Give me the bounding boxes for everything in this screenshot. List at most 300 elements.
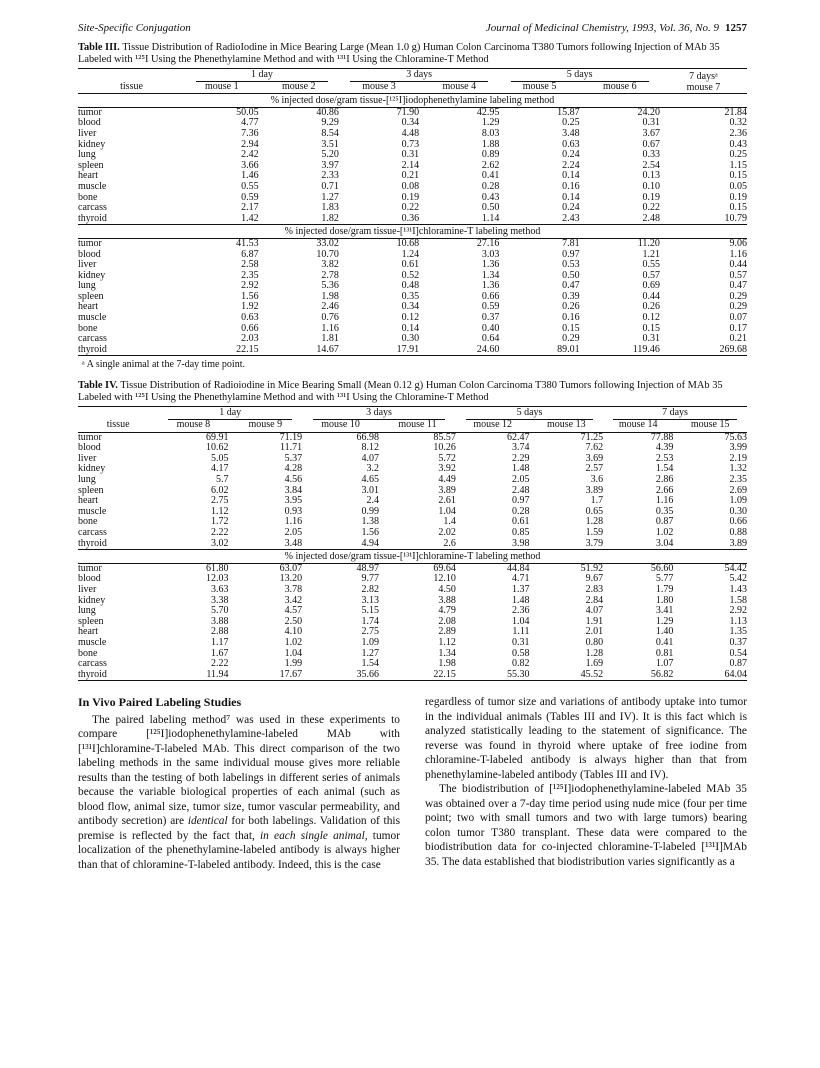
value-cell: 21.84: [724, 106, 747, 118]
value-cell: 0.36: [339, 214, 419, 225]
value-cell: 0.87: [655, 516, 674, 528]
value-cell: 0.88: [729, 526, 747, 538]
value-cell: 9.06: [729, 237, 747, 249]
value-cell: 2.33: [321, 170, 339, 182]
table-row: [78, 238, 747, 249]
value-cell: 7.62: [585, 442, 604, 454]
table3-group-5days: 5 days: [511, 70, 649, 82]
table4-group-5days: 5 days: [466, 408, 593, 420]
value-cell: 0.25: [562, 117, 580, 129]
tissue-cell: carcass: [78, 526, 107, 538]
value-cell: 0.33: [642, 149, 660, 161]
value-cell: 0.40: [481, 322, 500, 334]
value-cell: 1.42: [185, 214, 259, 225]
value-cell: 5.70: [211, 605, 229, 617]
tissue-cell: bone: [78, 647, 98, 659]
value-cell: 24.20: [637, 106, 660, 118]
table-row: [78, 606, 747, 617]
value-cell: 1.12: [211, 505, 229, 517]
tissue-cell: liver: [78, 259, 97, 271]
value-cell: 1.37: [512, 583, 530, 595]
value-cell: 11.71: [279, 442, 303, 454]
tissue-cell: heart: [78, 301, 98, 313]
value-cell: 0.55: [241, 180, 259, 192]
value-cell: 12.03: [206, 573, 229, 585]
value-cell: 9.29: [321, 117, 339, 129]
value-cell: 1.7: [590, 495, 604, 507]
value-cell: 3.98: [456, 539, 530, 550]
value-cell: 1.74: [361, 615, 379, 627]
table4-col-tissue: tissue: [78, 420, 158, 432]
tissue-cell: carcass: [78, 202, 107, 214]
value-cell: 1.32: [729, 463, 747, 475]
table4-group-3days: 3 days: [313, 408, 445, 420]
value-cell: 5.20: [321, 149, 339, 161]
value-cell: 1.56: [361, 526, 379, 538]
tissue-cell: spleen: [78, 290, 104, 302]
tissue-cell: spleen: [78, 484, 104, 496]
value-cell: 2.4: [366, 495, 379, 507]
value-cell: 0.71: [321, 180, 339, 192]
value-cell: 0.66: [481, 290, 500, 302]
value-cell: 1.16: [729, 248, 747, 260]
value-cell: 3.48: [229, 539, 303, 550]
value-cell: 10.79: [660, 214, 747, 225]
value-cell: 66.98: [356, 431, 379, 443]
value-cell: 0.43: [481, 191, 500, 203]
value-cell: 1.17: [211, 636, 229, 648]
value-cell: 3.78: [284, 583, 303, 595]
tissue-cell: carcass: [78, 658, 107, 670]
section-heading: In Vivo Paired Labeling Studies: [78, 695, 242, 710]
value-cell: 2.22: [211, 658, 229, 670]
value-cell: 61.80: [206, 562, 229, 574]
table-row: [78, 214, 747, 225]
value-cell: 56.60: [650, 562, 674, 574]
value-cell: 0.34: [401, 301, 420, 313]
table4-group-7days: 7 days: [613, 408, 737, 420]
table4-col-mouse14: mouse 14: [603, 420, 673, 432]
value-cell: 1.82: [259, 214, 339, 225]
right-paragraph-1: regardless of tumor size and variations of antibody uptake into tumor in the individual animals (Tables III and IV). It is this fact which is analyzed statistically leading to the statement of significance. The reverse was found in thyroid where uptake of free iodine from chloramine-T-labeled antibody is always higher than that from phenethylamine-labeled antibody (Tables III and IV).: [425, 696, 747, 781]
value-cell: 0.43: [729, 138, 747, 150]
value-cell: 0.39: [562, 290, 580, 302]
value-cell: 10.68: [396, 237, 420, 249]
value-cell: 2.92: [241, 280, 259, 292]
value-cell: 3.69: [585, 452, 604, 464]
value-cell: 0.81: [655, 647, 674, 659]
table4-caption-text: Tissue Distribution of Radioiodine in Mice Bearing Small (Mean 0.12 g) Human Colon Carcinoma T380 Tumors following Injection of MAb 35 Labeled with ¹²⁵I Using the Phenethylamine Method and with ¹³¹I Using the Chloramine-T Method: [78, 380, 723, 404]
value-cell: 1.46: [241, 170, 259, 182]
table-row: [78, 563, 747, 574]
value-cell: 2.42: [241, 149, 259, 161]
table3-group-1day: 1 day: [196, 70, 328, 82]
tissue-cell: spleen: [78, 615, 104, 627]
value-cell: 2.75: [361, 626, 379, 638]
value-cell: 1.09: [729, 495, 747, 507]
value-cell: 4.10: [284, 626, 303, 638]
value-cell: 3.38: [211, 594, 229, 606]
table3-col-mouse2: mouse 2: [259, 82, 339, 94]
value-cell: 0.63: [562, 138, 580, 150]
value-cell: 2.83: [585, 583, 604, 595]
value-cell: 0.57: [729, 269, 747, 281]
tissue-cell: muscle: [78, 312, 107, 324]
table-row: [78, 475, 747, 486]
value-cell: 50.05: [236, 106, 259, 118]
value-cell: 4.94: [302, 539, 379, 550]
table3-section2-label: % injected dose/gram tissue-[¹³¹I]chloramine-T labeling method: [78, 225, 747, 239]
tissue-cell: thyroid: [78, 345, 185, 356]
value-cell: 0.50: [481, 202, 500, 214]
table4-col-mouse15: mouse 15: [673, 420, 747, 432]
table-row: [78, 539, 747, 550]
value-cell: 63.07: [279, 562, 303, 574]
table3-group-row: [78, 69, 747, 82]
value-cell: 3.95: [284, 495, 303, 507]
value-cell: 3.89: [438, 484, 456, 496]
value-cell: 0.35: [655, 505, 674, 517]
value-cell: 7.36: [241, 127, 259, 139]
value-cell: 0.07: [729, 312, 747, 324]
table-row: [78, 507, 747, 518]
value-cell: 0.29: [729, 301, 747, 313]
value-cell: 5.42: [729, 573, 747, 585]
value-cell: 0.37: [481, 312, 500, 324]
value-cell: 5.36: [321, 280, 339, 292]
value-cell: 1.13: [729, 615, 747, 627]
tissue-cell: heart: [78, 170, 98, 182]
left-paragraph: [78, 713, 400, 873]
value-cell: 2.50: [284, 615, 303, 627]
value-cell: 0.31: [512, 636, 530, 648]
value-cell: 2.57: [585, 463, 604, 475]
table3-col-mouse7: mouse 7: [686, 81, 721, 93]
table4-section2-label: % injected dose/gram tissue-[¹³¹I]chloramine-T labeling method: [78, 550, 747, 564]
table3-group-7days: 7 daysᵃ: [689, 71, 718, 82]
value-cell: 2.08: [438, 615, 456, 627]
value-cell: 1.58: [729, 594, 747, 606]
value-cell: 27.16: [476, 237, 500, 249]
value-cell: 1.16: [655, 495, 674, 507]
value-cell: 2.88: [211, 626, 229, 638]
value-cell: 3.84: [284, 484, 303, 496]
value-cell: 2.62: [481, 159, 500, 171]
tissue-cell: muscle: [78, 505, 107, 517]
table-row: [78, 464, 747, 475]
value-cell: 1.54: [361, 658, 379, 670]
value-cell: 0.24: [562, 149, 580, 161]
value-cell: 2.29: [512, 452, 530, 464]
tissue-cell: bone: [78, 516, 98, 528]
value-cell: 0.52: [401, 269, 420, 281]
table-row: [78, 345, 747, 356]
table3-header-row: [78, 82, 747, 94]
value-cell: 0.26: [642, 301, 660, 313]
tissue-cell: muscle: [78, 180, 107, 192]
table4-col-mouse12: mouse 12: [456, 420, 530, 432]
table4-label: Table IV.: [78, 380, 118, 392]
table3-group-7days-cell: [660, 69, 747, 94]
value-cell: 0.69: [642, 280, 660, 292]
table-row: [78, 454, 747, 465]
value-cell: 44.84: [507, 562, 530, 574]
value-cell: 0.63: [241, 312, 259, 324]
value-cell: 7.81: [562, 237, 580, 249]
tissue-cell: kidney: [78, 269, 106, 281]
value-cell: 0.26: [562, 301, 580, 313]
value-cell: 0.57: [642, 269, 660, 281]
table3-group-3days: 3 days: [350, 70, 488, 82]
value-cell: 3.63: [211, 583, 229, 595]
table3-col-mouse5: mouse 5: [499, 82, 579, 94]
tissue-cell: heart: [78, 495, 98, 507]
value-cell: 1.34: [481, 269, 500, 281]
value-cell: 1.4: [443, 516, 456, 528]
value-cell: 0.61: [512, 516, 530, 528]
value-cell: 22.15: [379, 670, 456, 681]
value-cell: 1.79: [655, 583, 674, 595]
value-cell: 2.75: [211, 495, 229, 507]
value-cell: 0.93: [284, 505, 303, 517]
value-cell: 0.14: [562, 170, 580, 182]
value-cell: 1.48: [512, 463, 530, 475]
value-cell: 0.19: [642, 191, 660, 203]
value-cell: 1.02: [284, 636, 303, 648]
value-cell: 1.92: [241, 301, 259, 313]
tissue-cell: carcass: [78, 333, 107, 345]
value-cell: 0.22: [401, 202, 420, 214]
value-cell: 0.50: [562, 269, 580, 281]
value-cell: 1.04: [284, 647, 303, 659]
value-cell: 71.25: [580, 431, 604, 443]
value-cell: 1.43: [729, 583, 747, 595]
value-cell: 1.21: [642, 248, 660, 260]
value-cell: 2.05: [512, 474, 530, 485]
value-cell: 1.11: [512, 626, 530, 638]
value-cell: 1.28: [585, 647, 604, 659]
value-cell: 2.86: [655, 474, 674, 485]
value-cell: 10.70: [316, 248, 339, 260]
value-cell: 1.28: [585, 516, 604, 528]
value-cell: 0.15: [729, 170, 747, 182]
value-cell: 2.35: [241, 269, 259, 281]
table-row: [78, 670, 747, 681]
value-cell: 3.82: [321, 259, 339, 271]
value-cell: 9.77: [361, 573, 379, 585]
value-cell: 1.35: [729, 626, 747, 638]
value-cell: 6.02: [211, 484, 229, 496]
value-cell: 1.27: [361, 647, 379, 659]
value-cell: 10.62: [206, 442, 229, 454]
value-cell: 55.30: [456, 670, 530, 681]
value-cell: 0.16: [562, 180, 580, 192]
value-cell: 3.6: [590, 474, 604, 485]
value-cell: 0.31: [642, 117, 660, 129]
body-columns: [78, 695, 747, 872]
value-cell: 2.36: [729, 127, 747, 139]
value-cell: 3.74: [512, 442, 530, 454]
value-cell: 14.67: [259, 345, 339, 356]
value-cell: 6.87: [241, 248, 259, 260]
value-cell: 56.82: [603, 670, 673, 681]
value-cell: 1.29: [655, 615, 674, 627]
value-cell: 3.89: [673, 539, 747, 550]
value-cell: 0.87: [729, 658, 747, 670]
value-cell: 4.39: [655, 442, 674, 454]
value-cell: 0.80: [585, 636, 604, 648]
tissue-cell: tumor: [78, 431, 102, 443]
emphasis-single-animal: in each single animal: [260, 829, 365, 842]
value-cell: 0.97: [562, 248, 580, 260]
table4-col-mouse8: mouse 8: [158, 420, 228, 432]
value-cell: 1.02: [655, 526, 674, 538]
value-cell: 0.15: [562, 322, 580, 334]
value-cell: 75.63: [724, 431, 747, 443]
value-cell: 4.65: [361, 474, 379, 485]
value-cell: 0.15: [642, 322, 660, 334]
value-cell: 1.24: [401, 248, 420, 260]
value-cell: 1.69: [585, 658, 604, 670]
table-row: [78, 627, 747, 638]
value-cell: 1.07: [655, 658, 674, 670]
table3-col-mouse6: mouse 6: [580, 82, 660, 94]
value-cell: 1.80: [655, 594, 674, 606]
value-cell: 1.04: [438, 505, 456, 517]
value-cell: 4.07: [585, 605, 604, 617]
value-cell: 1.54: [655, 463, 674, 475]
value-cell: 2.03: [241, 333, 259, 345]
tissue-cell: liver: [78, 452, 97, 464]
value-cell: 1.04: [512, 615, 530, 627]
journal-page: [78, 22, 747, 872]
value-cell: 0.16: [562, 312, 580, 324]
value-cell: 2.36: [512, 605, 530, 617]
value-cell: 8.03: [481, 127, 500, 139]
value-cell: 3.67: [642, 127, 660, 139]
value-cell: 3.89: [585, 484, 604, 496]
value-cell: 0.19: [401, 191, 420, 203]
value-cell: 1.36: [481, 259, 500, 271]
value-cell: 0.47: [562, 280, 580, 292]
value-cell: 35.66: [302, 670, 379, 681]
table3-caption: [78, 42, 747, 66]
tissue-cell: blood: [78, 117, 101, 129]
value-cell: 0.61: [401, 259, 420, 271]
value-cell: 3.66: [241, 159, 259, 171]
tissue-cell: kidney: [78, 138, 106, 150]
table-row: [78, 129, 747, 140]
value-cell: 0.85: [512, 526, 530, 538]
table3-footnote: ᵃ A single animal at the 7-day time point.: [82, 359, 245, 371]
value-cell: 0.66: [241, 322, 259, 334]
journal-name: Journal of Medicinal Chemistry, 1993, Vol. 36, No. 9: [485, 22, 719, 34]
value-cell: 0.48: [401, 280, 420, 292]
value-cell: 64.04: [673, 670, 747, 681]
value-cell: 0.97: [512, 495, 530, 507]
page-number: 1257: [725, 22, 747, 34]
value-cell: 77.88: [650, 431, 674, 443]
value-cell: 3.79: [530, 539, 604, 550]
running-title: Site-Specific Conjugation: [78, 22, 191, 34]
table3-col-tissue: tissue: [78, 82, 185, 94]
value-cell: 4.77: [241, 117, 259, 129]
left-text-3: , tumor localization of the phenethylamine-labeled antibody is always higher than that of chloramine-T-labeled antibody. Indeed, this is the case: [78, 829, 400, 871]
right-paragraph-2: The biodistribution of [¹²⁵I]iodophenethylamine-labeled MAb 35 was obtained over a 7-day time period using nude mice (four per time point; two with small tumors and two with large tumors) bearing colon tumor T380 transplant. These data were compared to the biodistribution data for co-injected chloramine-T-labeled [¹³¹I]MAb 35. The data established that biodistribution varies significantly as a: [425, 783, 747, 868]
table-row: [78, 649, 747, 660]
value-cell: 2.92: [729, 605, 747, 617]
table-row: [78, 432, 747, 443]
left-column: [78, 695, 400, 872]
value-cell: 1.36: [481, 280, 500, 292]
value-cell: 0.30: [729, 505, 747, 517]
value-cell: 0.13: [642, 170, 660, 182]
value-cell: 0.55: [642, 259, 660, 271]
tissue-cell: blood: [78, 573, 101, 585]
value-cell: 0.54: [729, 647, 747, 659]
value-cell: 22.15: [185, 345, 259, 356]
value-cell: 11.94: [158, 670, 228, 681]
value-cell: 4.71: [512, 573, 530, 585]
value-cell: 0.58: [512, 647, 530, 659]
value-cell: 1.27: [321, 191, 339, 203]
value-cell: 2.02: [438, 526, 456, 538]
value-cell: 0.73: [401, 138, 420, 150]
value-cell: 0.64: [481, 333, 500, 345]
value-cell: 2.35: [729, 474, 747, 485]
value-cell: 1.98: [321, 290, 339, 302]
value-cell: 0.59: [481, 301, 500, 313]
tissue-cell: lung: [78, 149, 96, 161]
journal-citation: [486, 22, 747, 38]
table3-label: Table III.: [78, 42, 120, 53]
value-cell: 0.65: [585, 505, 604, 517]
value-cell: 2.6: [379, 539, 456, 550]
value-cell: 1.38: [361, 516, 379, 528]
tissue-cell: kidney: [78, 463, 106, 475]
value-cell: 17.67: [229, 670, 303, 681]
table-row: [78, 496, 747, 507]
value-cell: 2.19: [729, 452, 747, 464]
value-cell: 0.34: [401, 117, 420, 129]
value-cell: 5.7: [216, 474, 229, 485]
value-cell: 2.82: [361, 583, 379, 595]
table-row: [78, 574, 747, 585]
value-cell: 5.72: [438, 452, 456, 464]
tissue-cell: heart: [78, 626, 98, 638]
tissue-cell: lung: [78, 280, 96, 292]
value-cell: 0.76: [321, 312, 339, 324]
value-cell: 48.97: [356, 562, 379, 574]
value-cell: 0.19: [729, 191, 747, 203]
value-cell: 0.35: [401, 290, 420, 302]
value-cell: 71.19: [279, 431, 303, 443]
value-cell: 0.32: [729, 117, 747, 129]
value-cell: 2.61: [438, 495, 456, 507]
tissue-cell: blood: [78, 248, 101, 260]
value-cell: 5.37: [284, 452, 303, 464]
value-cell: 4.79: [438, 605, 456, 617]
value-cell: 1.98: [438, 658, 456, 670]
value-cell: 269.68: [660, 345, 747, 356]
tissue-cell: tumor: [78, 562, 102, 574]
left-text-1: The paired labeling method⁷ was used in these experiments to compare [¹²⁵I]iodophenethylamine-labeled MAb with [¹³¹I]chloramine-T-labeled MAb. This direct comparison of the two labeling methods in the same individual mouse gives more reliable results than the testing of both labelings in different series of animals because the variable biological properties of each animal (such as blood flow, animal size, tumor size, tumor vascular permeability, and antibody secretion) are: [78, 713, 400, 828]
value-cell: 0.22: [642, 202, 660, 214]
value-cell: 0.47: [729, 280, 747, 292]
value-cell: 1.81: [321, 333, 339, 345]
value-cell: 1.09: [361, 636, 379, 648]
value-cell: 0.82: [512, 658, 530, 670]
